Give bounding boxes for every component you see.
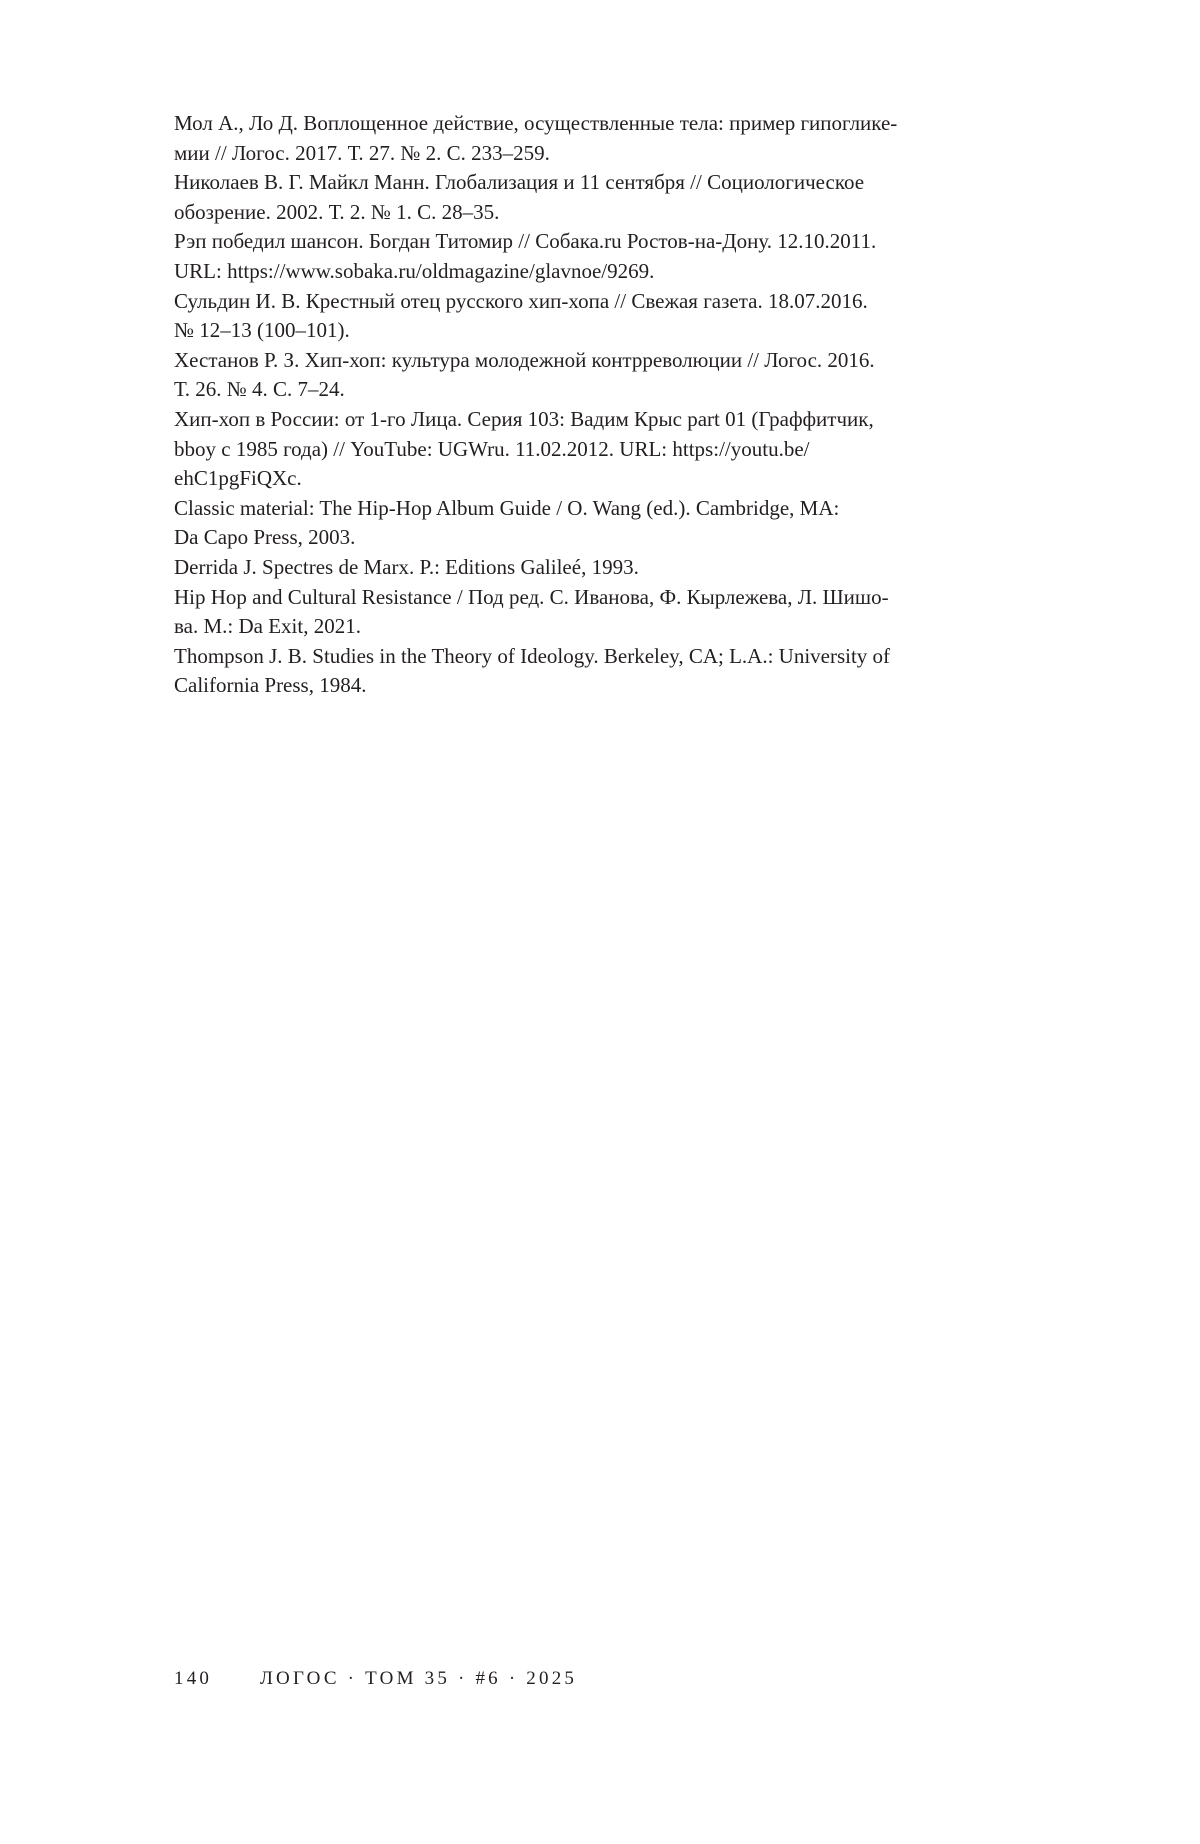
entry-line: Derrida J. Spectres de Marx. P.: Editions Galileé, 1993. xyxy=(174,554,639,579)
page-number: 140 xyxy=(174,1668,213,1689)
entry-url-line: ehC1pgFiQXc. xyxy=(174,466,302,491)
bibliography-list xyxy=(174,109,1004,701)
entry-url-line: URL: https://www.sobaka.ru/oldmagazine/glavnoe/9269. xyxy=(174,258,655,283)
entry-line: Da Capo Press, 2003. xyxy=(174,525,356,550)
bibliography-entry xyxy=(174,346,1004,405)
bibliography-entry xyxy=(174,227,1004,286)
entry-line: обозрение. 2002. Т. 2. № 1. С. 28–35. xyxy=(174,199,500,224)
entry-line: California Press, 1984. xyxy=(174,673,367,698)
entry-line: мии // Логос. 2017. Т. 27. № 2. С. 233–259. xyxy=(174,140,550,165)
entry-line: Хестанов Р. З. Хип-хоп: культура молодежной контрреволюции // Логос. 2016. xyxy=(174,347,875,372)
bibliography-entry xyxy=(174,109,1004,168)
entry-line: Рэп победил шансон. Богдан Титомир // Собака.ru Ростов-на-Дону. 12.10.2011. xyxy=(174,229,877,254)
entry-line: Сульдин И. В. Крестный отец русского хип-хопа // Свежая газета. 18.07.2016. xyxy=(174,288,868,313)
entry-line: Classic material: The Hip-Hop Album Guide / O. Wang (ed.). Cambridge, MA: xyxy=(174,495,840,520)
bibliography-entry xyxy=(174,168,1004,227)
entry-line: Николаев В. Г. Майкл Манн. Глобализация и 11 сентября // Социологическое xyxy=(174,170,865,195)
entry-line: Hip Hop and Cultural Resistance / Под ред. С. Иванова, Ф. Кырлежева, Л. Шишо- xyxy=(174,584,889,609)
entry-line: Thompson J. B. Studies in the Theory of Ideology. Berkeley, CA; L.A.: University of xyxy=(174,643,891,668)
bibliography-entry xyxy=(174,494,1004,553)
bibliography-entry xyxy=(174,405,1004,494)
entry-line: Мол А., Ло Д. Воплощенное действие, осуществленные тела: пример гипоглике- xyxy=(174,111,898,135)
entry-line: № 12–13 (100–101). xyxy=(174,318,350,343)
bibliography-entry xyxy=(174,287,1004,346)
bibliography-entry xyxy=(174,583,1004,642)
entry-line: Хип-хоп в России: от 1-го Лица. Серия 103: Вадим Крыс part 01 (Граффитчик, xyxy=(174,406,874,431)
page-footer xyxy=(174,1668,577,1690)
entry-line: bboy с 1985 года) // YouTube: UGWru. 11.02.2012. URL: https://youtu.be/ xyxy=(174,436,810,461)
bibliography-entry xyxy=(174,553,1004,583)
running-head: ЛОГОС · ТОМ 35 · #6 · 2025 xyxy=(259,1668,578,1689)
entry-line: Т. 26. № 4. С. 7–24. xyxy=(174,377,345,402)
entry-line: ва. M.: Da Exit, 2021. xyxy=(174,614,361,639)
bibliography-entry xyxy=(174,642,1004,701)
